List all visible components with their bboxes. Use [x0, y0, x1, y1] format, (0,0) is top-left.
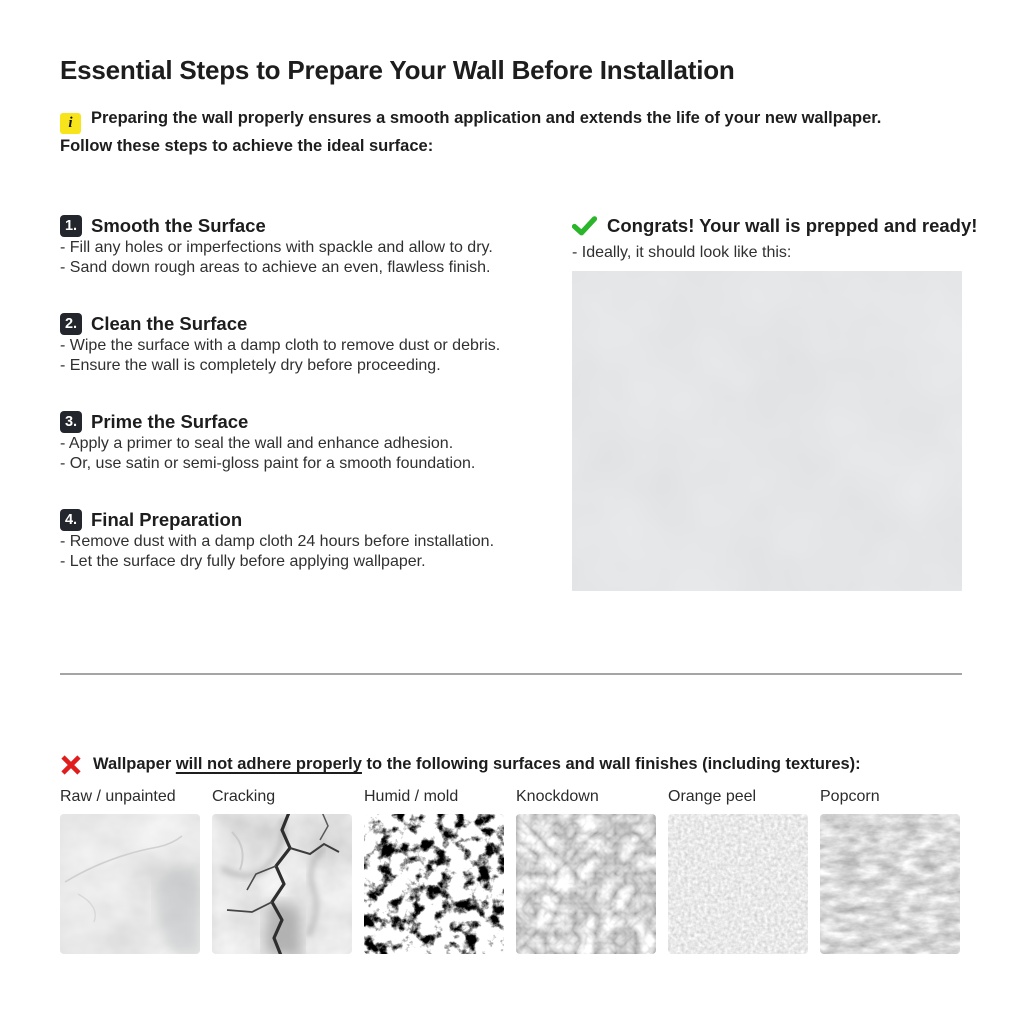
- texture-popcorn-image: [820, 814, 960, 954]
- step-4-bullet-2: - Let the surface dry fully before applying wallpaper.: [60, 553, 426, 570]
- texture-raw-unpainted-image: [60, 814, 200, 954]
- step-1: [60, 214, 572, 279]
- warning-section: [60, 752, 962, 954]
- texture-cracking-image: [212, 814, 352, 954]
- surface-label-humid-mold: Humid / mold: [364, 787, 459, 805]
- step-1-bullet-1: - Fill any holes or imperfections with spackle and allow to dry.: [60, 238, 493, 256]
- page-title: Essential Steps to Prepare Your Wall Before Installation: [60, 55, 735, 85]
- texture-humid-mold-image: [364, 814, 504, 954]
- warning-prefix: Wallpaper: [93, 755, 176, 773]
- step-2-title: Clean the Surface: [91, 312, 248, 334]
- surface-label-orange-peel: Orange peel: [668, 787, 757, 805]
- warning-header: [60, 752, 962, 778]
- texture-orange-peel-image: [668, 814, 808, 954]
- step-3-bullet-1: - Apply a primer to seal the wall and enhance adhesion.: [60, 434, 454, 452]
- check-icon: [572, 216, 597, 236]
- prepped-wall-image: [572, 271, 962, 591]
- intro-paragraph: [60, 106, 962, 158]
- step-3-title: Prime the Surface: [91, 410, 249, 432]
- step-4-bullet-1: - Remove dust with a damp cloth 24 hours before installation.: [60, 532, 495, 550]
- step-2-header: [60, 312, 572, 336]
- intro-line-1: Preparing the wall properly ensures a smooth application and extends the life of your new wallpaper.: [91, 109, 882, 127]
- bad-surfaces-row: [60, 788, 962, 954]
- step-3-number-badge: 3.: [60, 411, 82, 433]
- step-2-bullet-1: - Wipe the surface with a damp cloth to remove dust or debris.: [60, 336, 501, 354]
- step-2-bullet-2: - Ensure the wall is completely dry before proceeding.: [60, 357, 441, 374]
- step-4-title: Final Preparation: [91, 508, 243, 530]
- surface-label-popcorn: Popcorn: [820, 787, 880, 805]
- info-icon-glyph: i: [68, 115, 73, 131]
- texture-knockdown-image: [516, 814, 656, 954]
- warning-heading: [93, 755, 861, 774]
- surface-label-knockdown: Knockdown: [516, 787, 599, 805]
- surface-label-raw-unpainted: Raw / unpainted: [60, 787, 176, 805]
- surface-cracking: [212, 788, 352, 954]
- intro-line-2: Follow these steps to achieve the ideal surface:: [60, 136, 434, 155]
- step-1-number-badge: 1.: [60, 215, 82, 237]
- step-1-bullet-2: - Sand down rough areas to achieve an even, flawless finish.: [60, 259, 491, 276]
- surface-raw-unpainted: [60, 788, 200, 954]
- result-title: Congrats! Your wall is prepped and ready!: [607, 214, 978, 236]
- step-1-title: Smooth the Surface: [91, 214, 266, 236]
- steps-list: [60, 214, 572, 591]
- warning-emphasis: will not adhere properly: [175, 755, 362, 773]
- cross-icon: [60, 754, 82, 776]
- content-columns: [60, 214, 978, 591]
- section-divider: [60, 673, 962, 675]
- step-3-header: [60, 410, 572, 434]
- surface-popcorn: [820, 788, 960, 954]
- result-panel: [572, 214, 978, 591]
- result-subtitle: - Ideally, it should look like this:: [572, 243, 792, 261]
- step-2: [60, 312, 572, 377]
- surface-knockdown: [516, 788, 656, 954]
- info-icon: [60, 113, 81, 134]
- step-4-number-badge: 4.: [60, 509, 82, 531]
- step-4-header: [60, 508, 572, 532]
- step-1-header: [60, 214, 572, 238]
- surface-humid-mold: [364, 788, 504, 954]
- step-2-number-badge: 2.: [60, 313, 82, 335]
- surface-label-cracking: Cracking: [212, 787, 276, 805]
- result-header: [572, 214, 978, 238]
- step-3: [60, 410, 572, 475]
- surface-orange-peel: [668, 788, 808, 954]
- step-3-bullet-2: - Or, use satin or semi-gloss paint for a smooth foundation.: [60, 455, 476, 472]
- step-4: [60, 508, 572, 573]
- warning-suffix: to the following surfaces and wall finishes (including textures):: [361, 755, 861, 773]
